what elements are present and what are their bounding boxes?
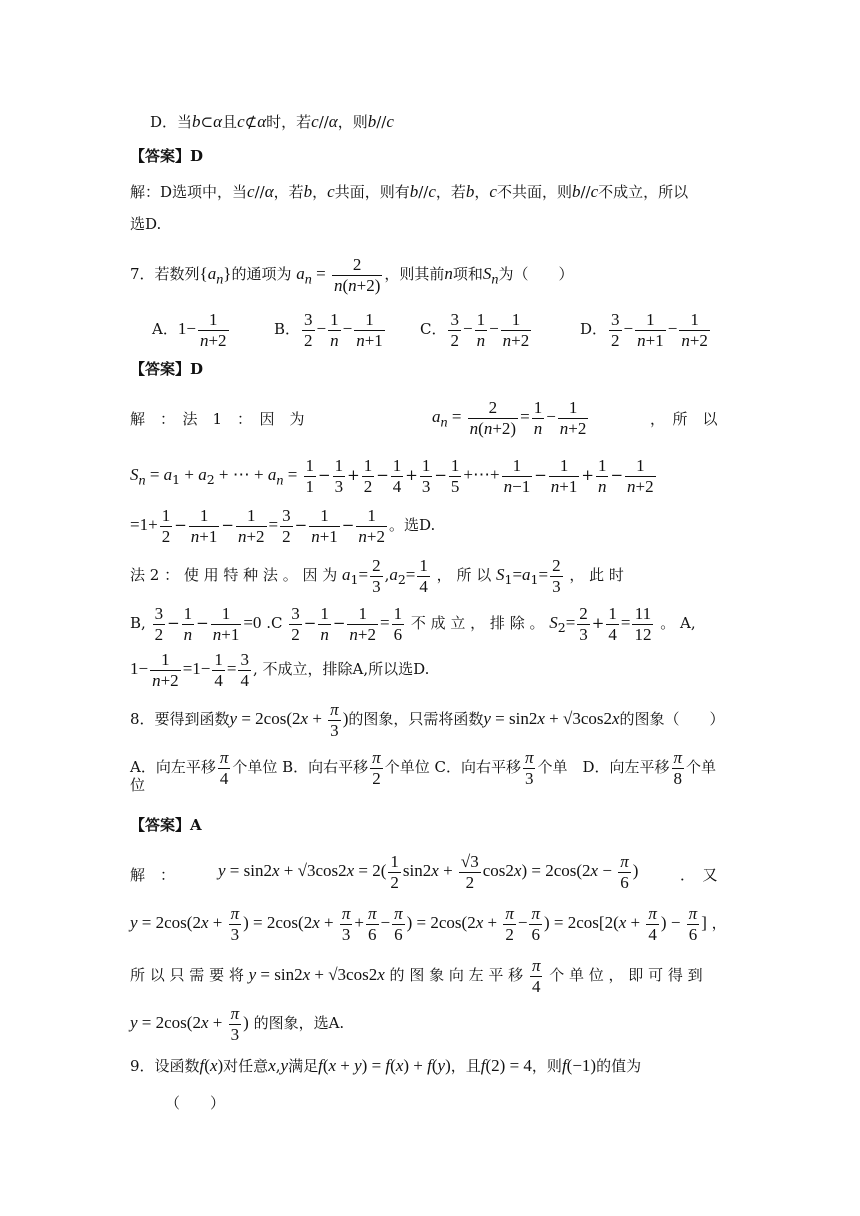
q7-stem: 7．若数列$\{a_n\}$的通项为 $a_n$ = $\frac{2}{n(n+2)}$ ，则其前n项和$S_n$为（ ） bbox=[130, 255, 574, 295]
q8-stem: 8．要得到函数y = 2cos(2x + $\frac{\pi}{3}$ )的图象，只需将函数y = sin2x + √3cos2x的图象（ ） bbox=[130, 700, 725, 740]
q6-answer: 【答案】D bbox=[130, 147, 204, 165]
q8-option-d-cont: 位 bbox=[130, 776, 146, 794]
q7-option-a: A．1− $\frac{1}{n+2}$ bbox=[152, 310, 227, 350]
q9-paren: （ ） bbox=[165, 1094, 226, 1112]
q7-method1-label: 解 ： 法 1 ： 因 为 bbox=[130, 410, 305, 428]
q8-solution-line1: y = sin2x + √3cos2x = 2( $\frac{1}{2}$ sin2x + $\frac{√3}{2}$ cos2x) = 2cos(2x − $\frac{\pi}{6}$ ) bbox=[218, 852, 639, 892]
q7-option-d: D． $\frac{3}{2}$ − $\frac{1}{n+1}$ − $\frac{1}{n+2}$ bbox=[580, 310, 708, 350]
q7-method2-line3: 1− $\frac{1}{n+2}$ =1− $\frac{1}{4}$ = $\frac{3}{4}$ , 不成立，排除A,所以选D. bbox=[130, 650, 430, 690]
q9-stem: 9．设函数f(x)对任意x,y满足f(x + y) = f(x) + f(y)，且f(2) = 4，则f(−1)的值为 bbox=[130, 1056, 642, 1075]
q7-method1-formula: $a_n$ = $\frac{2}{n(n+2)}$ = $\frac{1}{n}$ − $\frac{1}{n+2}$ bbox=[432, 398, 587, 438]
q6-option-d: D．当b⊂α且c⊄α时，若c//α，则b//c bbox=[150, 112, 394, 131]
q7-method2-line1: 法 2 ： 使 用 特 种 法 。 因 为 $a_1=$ $\frac{2}{3}$ $,a_2=$ $\frac{1}{4}$ ， 所 以 $S_1=a_1=$ $\frac{2}{3}$ ， 此 时 bbox=[130, 556, 624, 596]
q6-solution-line2: 选D. bbox=[130, 215, 162, 233]
q6-solution-line1: 解：D选项中，当c//α，若b，c共面，则有b//c，若b，c不共面，则b//c不成立，所以 bbox=[130, 182, 689, 201]
q8-solution-line3: 所 以 只 需 要 将 y = sin2x + √3cos2x 的 图 象 向 左 平 移 $\frac{\pi}{4}$ 个 单 位 ， 即 可 得 到 bbox=[130, 956, 703, 996]
q8-options: A．向左平移 $\frac{\pi}{4}$ 个单位 B．向右平移 $\frac{\pi}{2}$ 个单位 C．向右平移 $\frac{\pi}{3}$ 个单 D．向左平移 $\frac{\pi}{8}$ 个单 bbox=[130, 748, 717, 788]
q8-solution-you: ． 又 bbox=[680, 866, 718, 884]
q7-method2-line2: B, $\frac{3}{2}$ − $\frac{1}{n}$ − $\frac{1}{n+1}$ =0 .C $\frac{3}{2}$ − $\frac{1}{n}$ − $\frac{1}{n+2}$ = $\frac{1}{6}$ 不 成 立 ， 排 除 。 $S_2=$ $\frac{2}{3}$ + $\frac{1}{4}$ = $\frac{11}{12}$ 。 A, bbox=[130, 604, 696, 644]
q7-answer: 【答案】D bbox=[130, 360, 204, 378]
q7-method1-so: ， 所 以 bbox=[650, 410, 718, 428]
q8-solution-line4: y = 2cos(2x + $\frac{\pi}{3}$ ) 的图象，选A. bbox=[130, 1004, 345, 1044]
q8-answer: 【答案】A bbox=[130, 816, 202, 834]
q8-solution-label: 解 ： bbox=[130, 866, 176, 884]
q7-method1-result: =1+ $\frac{1}{2}$ − $\frac{1}{n+1}$ − $\frac{1}{n+2}$ = $\frac{3}{2}$ − $\frac{1}{n+1}$ − $\frac{1}{n+2}$ 。选D. bbox=[130, 506, 436, 546]
q7-option-c: C． $\frac{3}{2}$ − $\frac{1}{n}$ − $\frac{1}{n+2}$ bbox=[420, 310, 530, 350]
q7-method1-sum: $S_n = a_1 + a_2$ + ⋯ + $a_n$ = $\frac{1}{1}$ − $\frac{1}{3}$ + $\frac{1}{2}$ − $\frac{1}{4}$ + $\frac{1}{3}$ − $\frac{1}{5}$ +⋯+ $\frac{1}{n-1}$ − $\frac{1}{n+1}$ + $\frac{1}{n}$ − $\frac{1}{n+2}$ bbox=[130, 456, 654, 496]
q8-solution-line2: y = 2cos(2x + $\frac{\pi}{3}$ ) = 2cos(2x + $\frac{\pi}{3}$ + $\frac{\pi}{6}$ − $\frac{\pi}{6}$ ) = 2cos(2x + $\frac{\pi}{2}$ − $\frac{\pi}{6}$ ) = 2cos[2(x + $\frac{\pi}{4}$ ) − $\frac{\pi}{6}$ ] ， bbox=[130, 904, 727, 944]
q7-option-b: B． $\frac{3}{2}$ − $\frac{1}{n}$ − $\frac{1}{n+1}$ bbox=[274, 310, 383, 350]
